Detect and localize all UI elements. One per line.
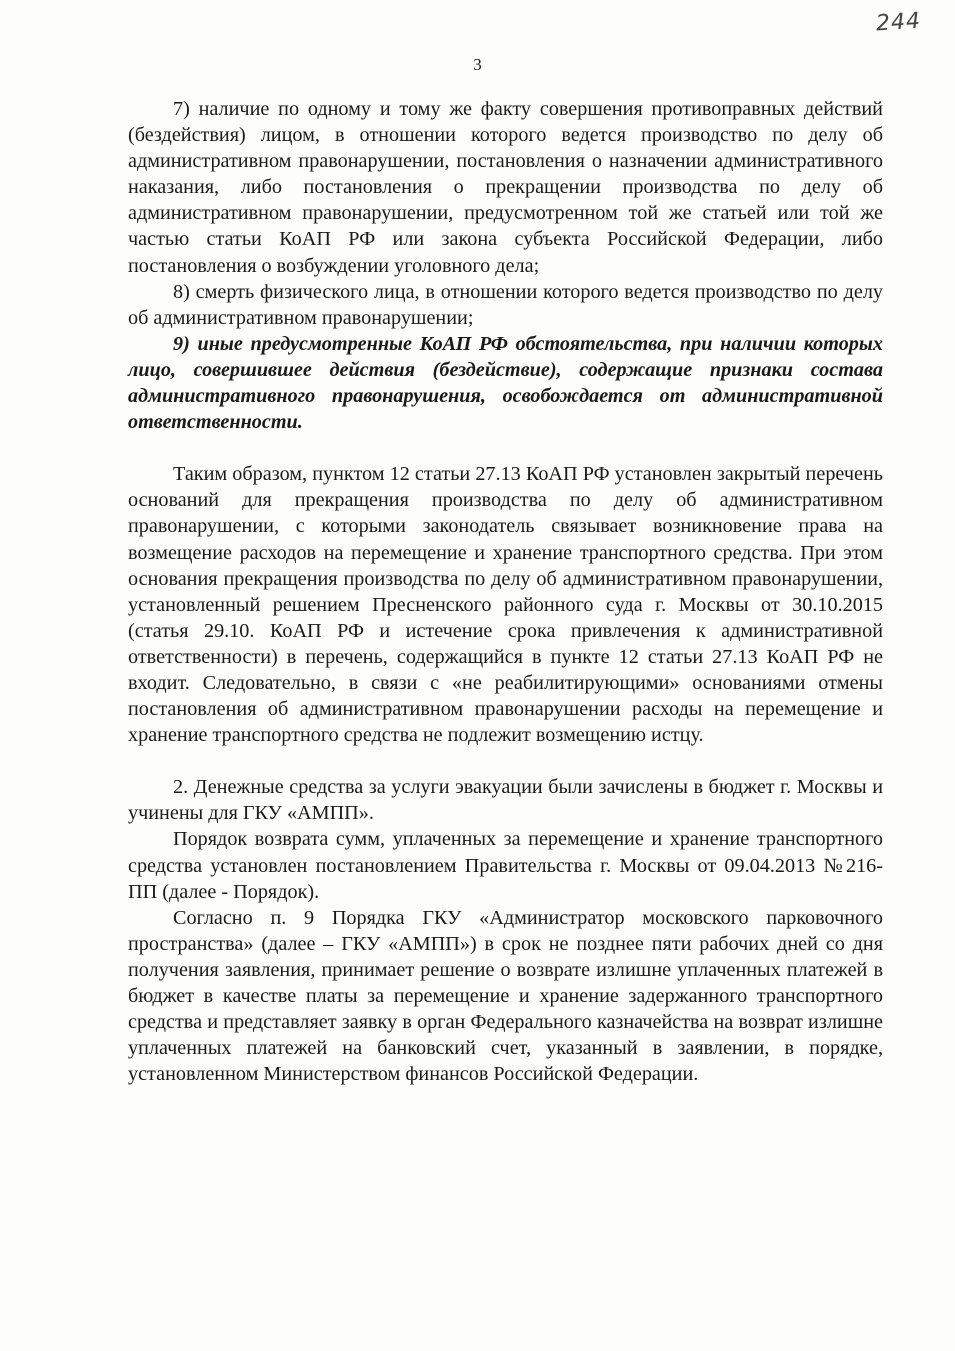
page-number: 3 (473, 55, 482, 74)
handwritten-page-number: 244 (875, 8, 922, 37)
paragraph-refund-procedure: Порядок возврата сумм, уплаченных за перемещение и хранение транспортного средства установлен постановлением Правительства г. Москвы от 09.04.2013 №216-ПП (далее - Порядок). (128, 828, 883, 903)
paragraph-conclusion: Таким образом, пунктом 12 статьи 27.13 КоАП РФ установлен закрытый перечень оснований для прекращения производства по делу об административном правонарушении, с которыми законодатель связывает возникновение права на возмещение расходов на перемещение и хранение транспортного средства. При этом основания прекращения производства по делу об административном правонарушении, установленный решением Пресненского районного суда г. Москвы от 30.10.2015 (статья 29.10. КоАП РФ и истечение срока привлечения к административной ответственности) в перечень, содержащийся в пункте 12 статьи 27.13 КоАП РФ не входит. Следовательно, в связи с «не реабилитирующими» основаниями отмены постановления об административном правонарушении расходы на перемещение и хранение транспортного средства не подлежит возмещению истцу. (128, 463, 883, 747)
paragraph-item-8: 8) смерть физического лица, в отношении которого ведется производство по делу об административном правонарушении; (128, 280, 883, 329)
paragraph-clause-9: Согласно п. 9 Порядка ГКУ «Администратор московского парковочного пространства» (далее – ГКУ «АМПП») в срок не позднее пяти рабочих дней со дня получения заявления, принимает решение о возврате излишне уплаченных платежей в бюджет в качестве платы за перемещение и хранение задержанного транспортного средства и представляет заявку в орган Федерального казначейства на возврат излишне уплаченных платежей на банковский счет, указанный в заявлении, в порядке, установленном Министерством финансов Российской Федерации. (128, 906, 883, 1086)
document-body (128, 96, 883, 1087)
paragraph-section-2: 2. Денежные средства за услуги эвакуации были зачислены в бюджет г. Москвы и учинены для ГКУ «АМПП». (128, 776, 883, 825)
paragraph-item-7: 7) наличие по одному и тому же факту совершения противоправных действий (бездействия) лицом, в отношении которого ведется производство по делу об административном правонарушении, постановления о назначении административного наказания, либо постановления о прекращении производства по делу об административном правонарушении, предусмотренном той же статьей или той же частью статьи КоАП РФ или закона субъекта Российской Федерации, либо постановления о возбуждении уголовного дела; (128, 98, 883, 277)
paragraph-item-9-emphasis: 9) иные предусмотренные КоАП РФ обстоятельства, при наличии которых лицо, совершившее действия (бездействие), содержащие признаки состава административного правонарушения, освобождается от административной ответственности. (128, 332, 883, 434)
